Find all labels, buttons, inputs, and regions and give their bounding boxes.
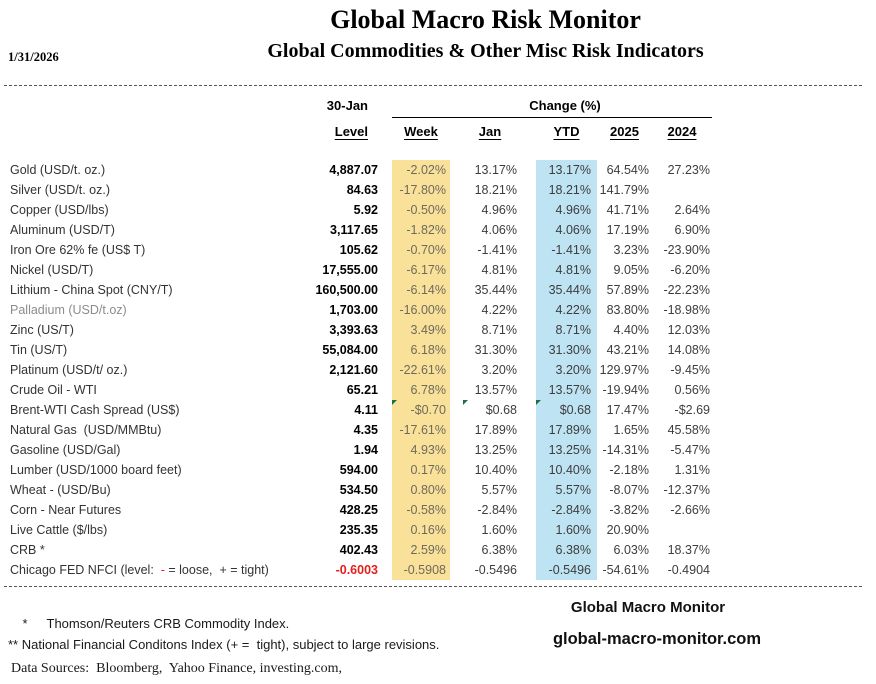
row-label: CRB * (10, 543, 45, 557)
row-2025-change: 43.21% (606, 343, 649, 357)
row-level-value: 235.35 (339, 523, 378, 537)
row-jan-value: 13.25% (474, 443, 517, 457)
row-jan-value: 31.30% (474, 343, 517, 357)
row-jan-change (463, 500, 517, 520)
row-2025-change: -3.82% (609, 503, 649, 517)
row-2025-change: 17.47% (606, 403, 649, 417)
row-2024-change: -5.47% (670, 443, 710, 457)
footnote-nfci: ** National Financial Conditons Index (+ = tight), subject to large revisions. (8, 637, 440, 652)
row-ytd-change (536, 220, 597, 240)
row-jan-change (463, 480, 517, 500)
row-ytd-change (536, 400, 597, 420)
row-ytd-change (536, 200, 597, 220)
row-level-value: 1,703.00 (329, 303, 378, 317)
row-label-part: = loose, + = tight) (164, 563, 269, 577)
row-2024-change: 1.31% (674, 463, 710, 477)
row-ytd-change (536, 520, 597, 540)
row-jan-change (463, 420, 517, 440)
row-ytd-change (536, 180, 597, 200)
brand-url: global-macro-monitor.com (552, 630, 762, 648)
row-label: Lithium - China Spot (CNY/T) (10, 283, 173, 297)
row-jan-change (463, 440, 517, 460)
row-ytd-change (536, 300, 597, 320)
row-week-value: 2.59% (410, 543, 446, 557)
row-ytd-value: 4.81% (555, 263, 591, 277)
row-level-value: 1.94 (353, 443, 378, 457)
row-ytd-value: 4.06% (555, 223, 591, 237)
row-label (10, 560, 269, 580)
bottom-divider (4, 586, 862, 587)
row-ytd-value: 3.20% (555, 363, 591, 377)
2024-column-header: 2024 (667, 124, 697, 139)
row-level-value: 428.25 (339, 503, 378, 517)
table-row (0, 420, 876, 440)
row-ytd-value: 10.40% (548, 463, 591, 477)
row-week-value: -6.14% (406, 283, 446, 297)
row-jan-change (463, 400, 517, 420)
row-jan-value: 3.20% (481, 363, 517, 377)
row-jan-value: 13.17% (474, 163, 517, 177)
row-week-change (392, 360, 450, 380)
report-titles (95, 5, 876, 64)
table-row (0, 520, 876, 540)
row-week-value: -6.17% (406, 263, 446, 277)
row-jan-change (463, 320, 517, 340)
footnote-crb-text: Thomson/Reuters CRB Commodity Index. (46, 616, 290, 631)
row-jan-change (463, 460, 517, 480)
row-week-value: 6.78% (410, 383, 446, 397)
row-ytd-change (536, 160, 597, 180)
2025-column-header: 2025 (610, 124, 639, 139)
row-label: Silver (USD/t. oz.) (10, 183, 111, 197)
row-ytd-value: 8.71% (555, 323, 591, 337)
row-jan-value: 4.96% (481, 203, 517, 217)
row-2025-change: 9.05% (613, 263, 649, 277)
row-2024-change: 27.23% (667, 163, 710, 177)
row-jan-value: 5.57% (481, 483, 517, 497)
cell-corner-flag-icon (392, 400, 397, 405)
table-row (0, 560, 876, 580)
row-jan-value: 18.21% (474, 183, 517, 197)
row-ytd-change (536, 560, 597, 580)
row-2024-change: -22.23% (663, 283, 710, 297)
row-2024-change: 45.58% (667, 423, 710, 437)
row-week-change (392, 500, 450, 520)
row-label: Gasoline (USD/Gal) (10, 443, 121, 457)
row-label: Nickel (USD/T) (10, 263, 94, 277)
row-jan-value: 4.81% (481, 263, 517, 277)
row-ytd-value: 1.60% (555, 523, 591, 537)
row-week-change (392, 480, 450, 500)
row-label: Gold (USD/t. oz.) (10, 163, 106, 177)
row-level-value: 105.62 (339, 243, 378, 257)
cell-corner-flag-icon (463, 400, 468, 405)
row-2025-change: -54.61% (602, 563, 649, 577)
row-level-value: 4,887.07 (329, 163, 378, 177)
row-week-change (392, 200, 450, 220)
row-ytd-change (536, 440, 597, 460)
row-level-value: 4.35 (353, 423, 378, 437)
row-jan-change (463, 560, 517, 580)
row-jan-change (463, 300, 517, 320)
row-2025-change: 64.54% (606, 163, 649, 177)
row-week-value: -0.58% (406, 503, 446, 517)
row-ytd-value: 4.22% (555, 303, 591, 317)
row-week-value: -17.61% (399, 423, 446, 437)
row-ytd-change (536, 540, 597, 560)
row-jan-value: $0.68 (485, 403, 517, 417)
row-jan-change (463, 360, 517, 380)
row-2025-change: -2.18% (609, 463, 649, 477)
row-week-value: -17.80% (399, 183, 446, 197)
row-jan-value: 6.38% (481, 543, 517, 557)
row-week-change (392, 560, 450, 580)
page-title: Global Macro Risk Monitor (330, 5, 641, 34)
row-ytd-value: 13.25% (548, 443, 591, 457)
row-label: Palladium (USD/t.oz) (10, 303, 127, 317)
row-2024-change: -6.20% (670, 263, 710, 277)
row-jan-value: 8.71% (481, 323, 517, 337)
row-ytd-value: 31.30% (548, 343, 591, 357)
row-ytd-value: 13.17% (548, 163, 591, 177)
row-level-value: -0.6003 (335, 563, 378, 577)
row-ytd-value: 6.38% (555, 543, 591, 557)
row-ytd-change (536, 500, 597, 520)
table-row (0, 380, 876, 400)
row-level-value: 594.00 (339, 463, 378, 477)
row-2025-change: -19.94% (602, 383, 649, 397)
table-row (0, 220, 876, 240)
table-row (0, 360, 876, 380)
row-2024-change: 2.64% (674, 203, 710, 217)
row-jan-value: 1.60% (481, 523, 517, 537)
row-week-value: -0.5908 (403, 563, 446, 577)
row-label: Corn - Near Futures (10, 503, 122, 517)
row-ytd-change (536, 280, 597, 300)
row-label: Natural Gas (USD/MMBtu) (10, 423, 162, 437)
table-row (0, 400, 876, 420)
row-2024-change (652, 180, 712, 200)
row-label: Aluminum (USD/T) (10, 223, 115, 237)
table-row (0, 280, 876, 300)
row-week-change (392, 320, 450, 340)
row-ytd-value: $0.68 (559, 403, 591, 417)
row-2024-change: 0.56% (674, 383, 710, 397)
row-ytd-change (536, 360, 597, 380)
row-2025-change: 17.19% (606, 223, 649, 237)
row-jan-value: -0.5496 (474, 563, 517, 577)
row-week-change (392, 400, 450, 420)
row-week-change (392, 440, 450, 460)
table-row (0, 500, 876, 520)
report-date: 1/31/2026 (8, 50, 59, 64)
row-2025-change: 141.79% (599, 183, 649, 197)
row-week-value: 0.17% (410, 463, 446, 477)
row-2025-change: 57.89% (606, 283, 649, 297)
row-jan-value: 13.57% (474, 383, 517, 397)
row-week-value: -2.02% (406, 163, 446, 177)
row-level-value: 3,393.63 (329, 323, 378, 337)
row-week-change (392, 460, 450, 480)
level-date-header: 30-Jan (326, 98, 368, 113)
row-jan-value: -1.41% (477, 243, 517, 257)
row-week-change (392, 220, 450, 240)
jan-column-header: Jan (478, 124, 502, 139)
row-2024-change: 6.90% (674, 223, 710, 237)
level-column-header: Level (334, 124, 368, 139)
table-row (0, 180, 876, 200)
row-2025-change: 1.65% (613, 423, 649, 437)
row-week-value: -1.82% (406, 223, 446, 237)
row-label: Zinc (US/T) (10, 323, 74, 337)
row-2025-change: -14.31% (602, 443, 649, 457)
row-jan-change (463, 540, 517, 560)
change-pct-header: Change (%) (392, 97, 712, 118)
row-jan-change (463, 260, 517, 280)
row-week-change (392, 240, 450, 260)
week-column-header: Week (404, 124, 438, 139)
row-ytd-value: -0.5496 (548, 563, 591, 577)
row-week-change (392, 160, 450, 180)
row-ytd-value: -2.84% (551, 503, 591, 517)
row-week-change (392, 260, 450, 280)
row-jan-change (463, 200, 517, 220)
row-week-value: -22.61% (399, 363, 446, 377)
row-week-change (392, 300, 450, 320)
row-week-value: 6.18% (410, 343, 446, 357)
page-subtitle: Global Commodities & Other Misc Risk Indicators (267, 40, 704, 62)
row-week-change (392, 540, 450, 560)
row-jan-change (463, 180, 517, 200)
row-label-part: Chicago FED NFCI (level: (10, 563, 161, 577)
row-level-value: 84.63 (346, 183, 378, 197)
row-2024-change (652, 520, 712, 540)
row-level-value: 55,084.00 (322, 343, 378, 357)
row-2025-change: 129.97% (599, 363, 649, 377)
row-jan-change (463, 340, 517, 360)
row-2024-change: -0.4904 (667, 563, 710, 577)
row-ytd-change (536, 240, 597, 260)
row-2024-change: -$2.69 (674, 403, 710, 417)
row-level-value: 17,555.00 (322, 263, 378, 277)
row-label-part: - (160, 563, 165, 577)
row-jan-change (463, 160, 517, 180)
row-jan-value: 35.44% (474, 283, 517, 297)
asterisk-marker: * (22, 616, 28, 631)
row-week-value: 0.16% (410, 523, 446, 537)
row-week-value: 4.93% (410, 443, 446, 457)
row-2024-change: -12.37% (663, 483, 710, 497)
row-week-change (392, 420, 450, 440)
row-2025-change: 41.71% (606, 203, 649, 217)
row-2024-change: 12.03% (667, 323, 710, 337)
table-row (0, 480, 876, 500)
row-ytd-change (536, 320, 597, 340)
row-label: Iron Ore 62% fe (US$ T) (10, 243, 146, 257)
row-jan-change (463, 220, 517, 240)
table-row (0, 440, 876, 460)
row-jan-value: 17.89% (474, 423, 517, 437)
row-level-value: 4.11 (354, 403, 378, 417)
row-2025-change: 6.03% (613, 543, 649, 557)
row-ytd-value: 17.89% (548, 423, 591, 437)
row-level-value: 534.50 (339, 483, 378, 497)
row-2024-change: -2.66% (670, 503, 710, 517)
row-jan-change (463, 520, 517, 540)
row-2025-change: 83.80% (606, 303, 649, 317)
row-level-value: 402.43 (339, 543, 378, 557)
row-2024-change: 18.37% (667, 543, 710, 557)
table-header (0, 97, 876, 142)
row-ytd-change (536, 480, 597, 500)
row-jan-value: 10.40% (474, 463, 517, 477)
row-level-value: 65.21 (346, 383, 378, 397)
row-2024-change: -23.90% (663, 243, 710, 257)
table-row (0, 540, 876, 560)
table-row (0, 160, 876, 180)
row-level-value: 5.92 (353, 203, 378, 217)
row-label: Lumber (USD/1000 board feet) (10, 463, 182, 477)
row-ytd-change (536, 460, 597, 480)
data-sources: Data Sources: Bloomberg, Yahoo Finance, investing.com, (11, 661, 343, 676)
row-ytd-change (536, 340, 597, 360)
row-2025-change: 4.40% (613, 323, 649, 337)
brand-name: Global Macro Monitor (570, 599, 726, 616)
row-label: Copper (USD/lbs) (10, 203, 109, 217)
table-row (0, 460, 876, 480)
row-week-change (392, 380, 450, 400)
row-ytd-value: 4.96% (555, 203, 591, 217)
row-level-value: 2,121.60 (329, 363, 378, 377)
table-row (0, 320, 876, 340)
row-ytd-value: 18.21% (548, 183, 591, 197)
row-label: Tin (US/T) (10, 343, 68, 357)
row-jan-change (463, 240, 517, 260)
table-row (0, 200, 876, 220)
row-ytd-value: -1.41% (551, 243, 591, 257)
row-week-change (392, 180, 450, 200)
row-label: Crude Oil - WTI (10, 383, 97, 397)
row-2025-change: -8.07% (609, 483, 649, 497)
table-body (0, 160, 876, 580)
row-ytd-value: 13.57% (548, 383, 591, 397)
row-week-change (392, 280, 450, 300)
row-ytd-change (536, 420, 597, 440)
row-ytd-value: 5.57% (555, 483, 591, 497)
row-2024-change: 14.08% (667, 343, 710, 357)
cell-corner-flag-icon (536, 400, 541, 405)
row-week-value: -16.00% (399, 303, 446, 317)
row-2025-change: 3.23% (613, 243, 649, 257)
row-week-value: 0.80% (410, 483, 446, 497)
top-divider (4, 85, 862, 86)
row-jan-value: 4.06% (481, 223, 517, 237)
row-ytd-value: 35.44% (548, 283, 591, 297)
row-jan-change (463, 280, 517, 300)
row-2024-change: -9.45% (670, 363, 710, 377)
row-jan-value: 4.22% (481, 303, 517, 317)
row-level-value: 3,117.65 (330, 223, 378, 237)
row-ytd-change (536, 260, 597, 280)
row-jan-value: -2.84% (477, 503, 517, 517)
row-label: Wheat - (USD/Bu) (10, 483, 111, 497)
row-week-value: -0.70% (406, 243, 446, 257)
row-week-change (392, 520, 450, 540)
table-row (0, 240, 876, 260)
row-level-value: 160,500.00 (315, 283, 378, 297)
ytd-column-header: YTD (553, 124, 580, 139)
row-week-change (392, 340, 450, 360)
row-week-value: -0.50% (406, 203, 446, 217)
row-week-value: 3.49% (410, 323, 446, 337)
row-label: Live Cattle ($/lbs) (10, 523, 108, 537)
row-jan-change (463, 380, 517, 400)
table-row (0, 340, 876, 360)
table-row (0, 300, 876, 320)
table-row (0, 260, 876, 280)
row-label: Platinum (USD/t/ oz.) (10, 363, 128, 377)
row-week-value: -$0.70 (410, 403, 446, 417)
row-ytd-change (536, 380, 597, 400)
row-label: Brent-WTI Cash Spread (US$) (10, 403, 180, 417)
row-2024-change: -18.98% (663, 303, 710, 317)
row-2025-change: 20.90% (606, 523, 649, 537)
